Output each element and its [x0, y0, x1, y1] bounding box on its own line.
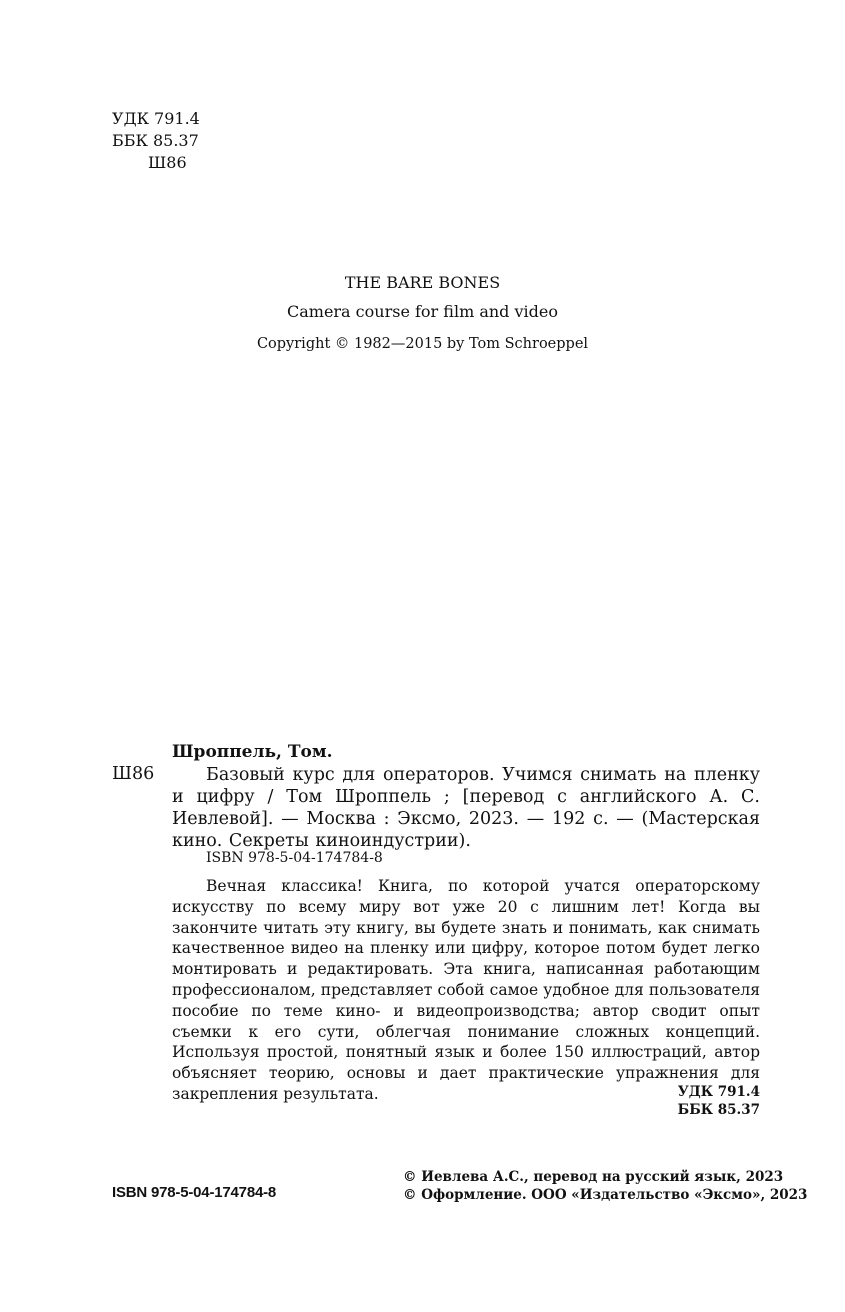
catalog-bbk: ББК 85.37	[677, 1102, 760, 1118]
udk-code: УДК 791.4	[112, 109, 200, 128]
original-title: THE BARE BONES	[344, 273, 501, 292]
footer-isbn: ISBN 978-5-04-174784-8	[112, 1184, 277, 1201]
translation-copyright: © Иевлева А.С., перевод на русский язык, 2023	[403, 1169, 784, 1185]
catalog-author-heading: Шроппель, Том.	[172, 742, 333, 762]
catalog-codes	[560, 1083, 760, 1119]
design-copyright: © Оформление. ООО «Издательство «Эксмо», 2023	[403, 1187, 808, 1203]
catalog-isbn: ISBN 978-5-04-174784-8	[206, 850, 383, 866]
catalog-author-mark: Ш86	[112, 764, 155, 784]
catalog-description: Базовый курс для операторов. Учимся снимать на пленку и цифру / Том Шроппель ; [перевод с английского А. С. Иевлевой]. — Москва : Эксмо, 2023. — 192 с. — (Мастерская кино. Секреты киноиндустрии).	[172, 765, 760, 851]
bbk-code: ББК 85.37	[112, 131, 199, 150]
footer-copyrights	[403, 1168, 807, 1204]
top-classification-codes	[112, 108, 200, 174]
catalog-udk: УДК 791.4	[677, 1084, 760, 1100]
original-copyright: Copyright © 1982—2015 by Tom Schroeppel	[256, 336, 589, 352]
author-mark: Ш86	[148, 153, 187, 172]
original-subtitle: Camera course for film and video	[286, 302, 558, 321]
catalog-abstract: Вечная классика! Книга, по которой учатся операторскому искусству по всему миру вот уже 20 с лишним лет! Когда вы закончите читать эту книгу, вы будете знать и понимать, как снимать качественное видео на пленку или цифру, которое потом будет легко монтировать и редактировать. Эта книга, написанная работающим профессионалом, представляет собой самое удобное для пользователя пособие по теме кино- и видеопроизводства; автор сводит опыт съемки к его сути, облегчая понимание сложных концепций. Используя простой, понятный язык и более 150 иллюстраций, автор объясняет теорию, основы и дает практические упражнения для закрепления результата.	[172, 877, 760, 1103]
